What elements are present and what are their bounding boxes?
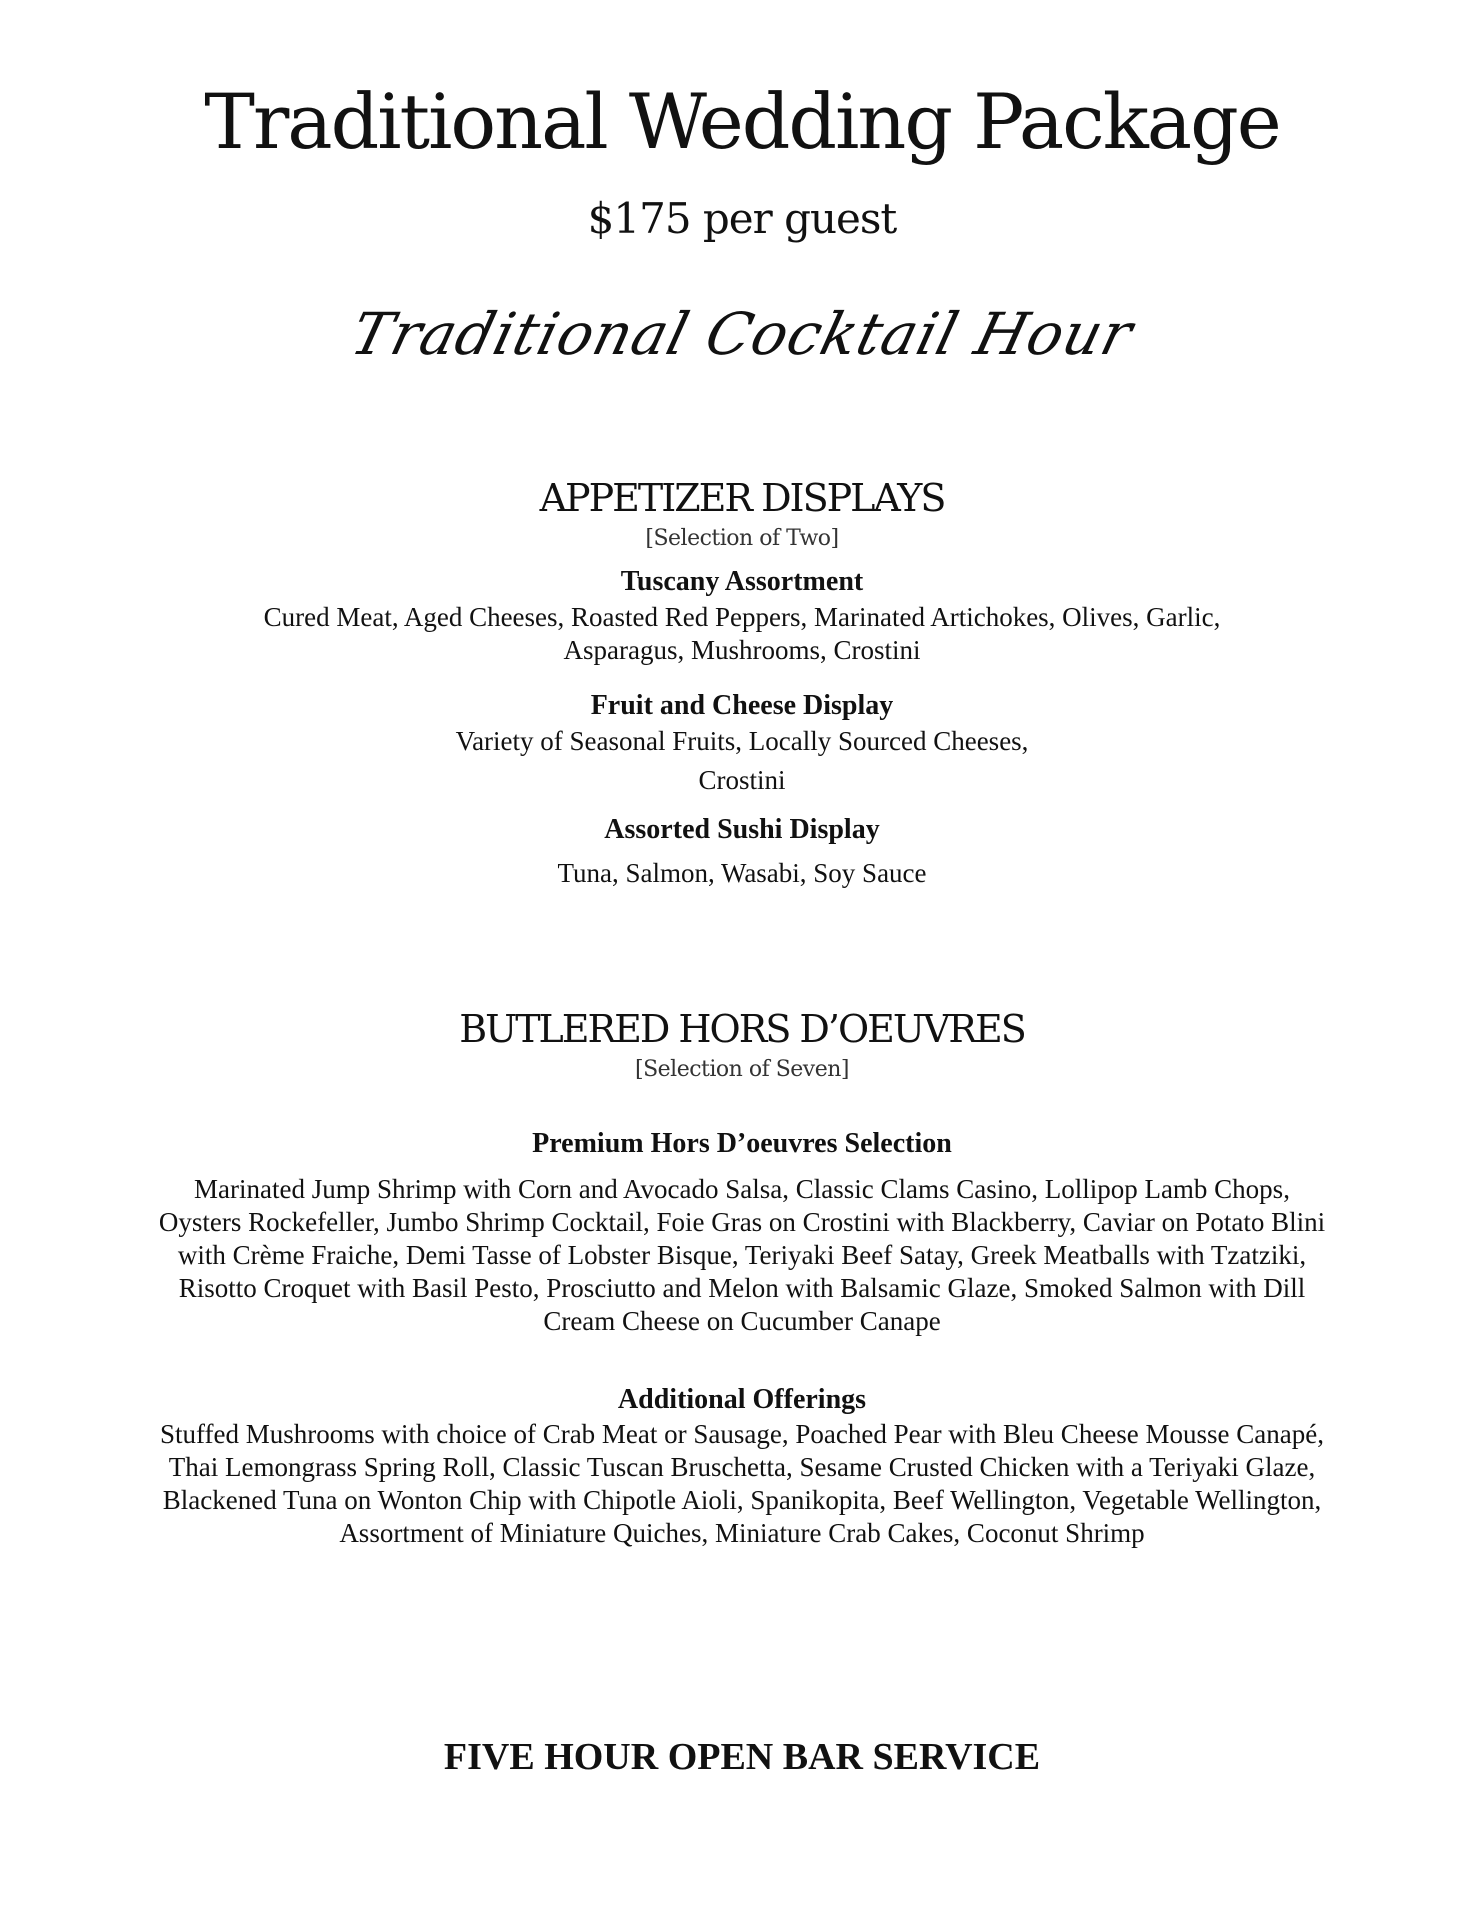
butlered-note: [Selection of Seven] xyxy=(634,1057,849,1082)
premium-selection-line: Risotto Croquet with Basil Pesto, Prosciutto and Melon with Balsamic Glaze, Smoked Salmon with Dill xyxy=(178,1273,1306,1303)
page-title: Traditional Wedding Package xyxy=(204,77,1280,166)
cocktail-hour-subtitle: Traditional Cocktail Hour xyxy=(344,300,1140,368)
additional-offerings-line: Thai Lemongrass Spring Roll, Classic Tuscan Bruschetta, Sesame Crusted Chicken with a Teriyaki Glaze, xyxy=(168,1452,1316,1482)
sushi-display-name: Assorted Sushi Display xyxy=(604,814,880,845)
appetizer-displays-note: [Selection of Two] xyxy=(645,526,839,551)
premium-selection-line: with Crème Fraiche, Demi Tasse of Lobster Bisque, Teriyaki Beef Satay, Greek Meatballs with Tzatziki, xyxy=(177,1240,1307,1270)
tuscany-assortment-desc-line2: Asparagus, Mushrooms, Crostini xyxy=(563,635,921,665)
tuscany-assortment-desc-line1: Cured Meat, Aged Cheeses, Roasted Red Peppers, Marinated Artichokes, Olives, Garlic, xyxy=(263,602,1221,632)
additional-offerings-line: Stuffed Mushrooms with choice of Crab Meat or Sausage, Poached Pear with Bleu Cheese Mousse Canapé, xyxy=(159,1419,1324,1449)
additional-offerings-line: Blackened Tuna on Wonton Chip with Chipotle Aioli, Spanikopita, Beef Wellington, Vegetable Wellington, xyxy=(162,1485,1322,1515)
fruit-cheese-display-desc-line1: Variety of Seasonal Fruits, Locally Sourced Cheeses, xyxy=(455,726,1029,756)
appetizer-displays-heading: APPETIZER DISPLAYS xyxy=(539,476,945,520)
additional-offerings-line: Assortment of Miniature Quiches, Miniature Crab Cakes, Coconut Shrimp xyxy=(339,1518,1145,1548)
price-per-guest: $175 per guest xyxy=(587,194,897,243)
fruit-cheese-display-name: Fruit and Cheese Display xyxy=(590,690,894,721)
premium-selection-name: Premium Hors D’oeuvres Selection xyxy=(532,1128,952,1159)
fruit-cheese-display-desc-line2: Crostini xyxy=(698,765,786,795)
premium-selection-line: Marinated Jump Shrimp with Corn and Avocado Salsa, Classic Clams Casino, Lollipop Lamb Chops, xyxy=(194,1174,1290,1204)
tuscany-assortment-name: Tuscany Assortment xyxy=(620,566,864,597)
additional-offerings-name: Additional Offerings xyxy=(617,1384,867,1415)
open-bar-service: FIVE HOUR OPEN BAR SERVICE xyxy=(443,1736,1041,1778)
premium-selection-line: Cream Cheese on Cucumber Canape xyxy=(543,1306,941,1336)
premium-selection-line: Oysters Rockefeller, Jumbo Shrimp Cocktail, Foie Gras on Crostini with Blackberry, Caviar on Potato Blini xyxy=(158,1207,1326,1237)
sushi-display-desc: Tuna, Salmon, Wasabi, Soy Sauce xyxy=(557,858,927,888)
butlered-heading: BUTLERED HORS D’OEUVRES xyxy=(459,1007,1025,1051)
